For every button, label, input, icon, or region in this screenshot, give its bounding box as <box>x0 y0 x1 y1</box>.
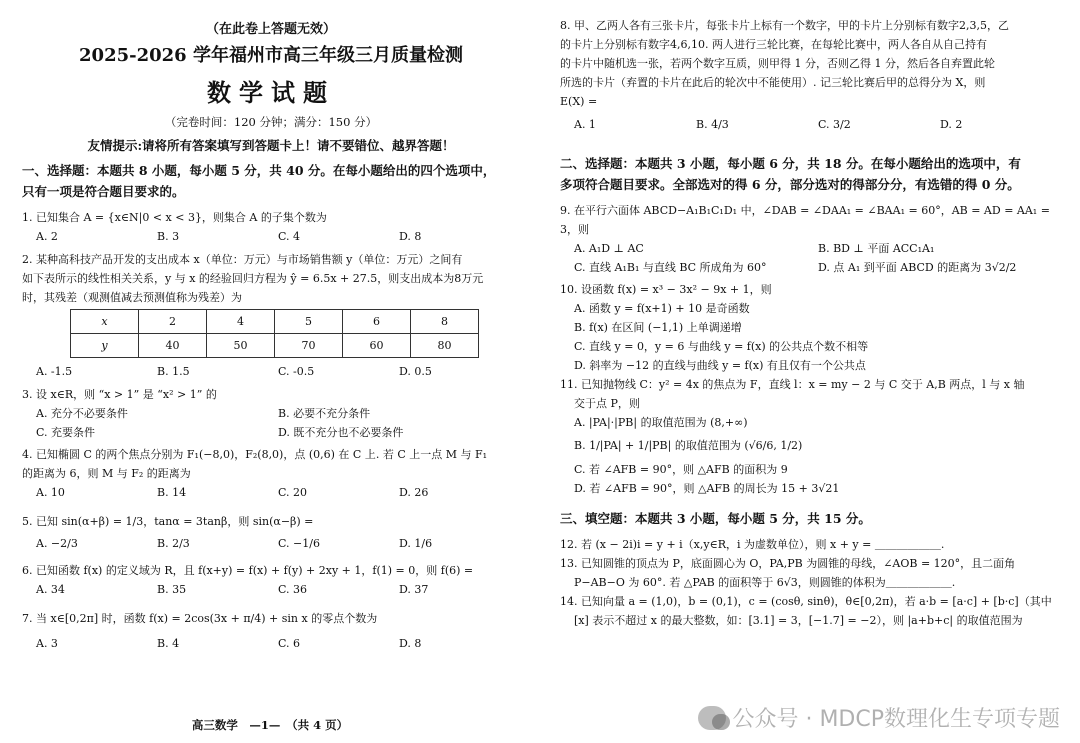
data-table <box>70 309 479 358</box>
subject-title: 数学试题 <box>207 78 335 107</box>
page-right <box>540 0 1080 743</box>
section3-title: 三、填空题：本题共 3 小题，每小题 5 分，共 15 分。 <box>560 511 871 526</box>
question-4-options: A. 10 B. 14 C. 20 D. 26 <box>36 486 429 499</box>
watermark: 公众号 · MDCP数理化生专项专题 <box>698 702 1060 733</box>
wechat-icon <box>698 706 726 730</box>
question-1-options: A. 2 B. 3 C. 4 D. 8 <box>36 230 422 243</box>
question-2: 2. 某种高科技产品开发的支出成本 x（单位：万元）与市场销售额 y（单位：万元）之间有 如下表所示的线性相关关系，y 与 x 的经验回归方程为 ŷ = 6.5x + 27.5，则支出成本为8万元 时，其残差（观测值减去预测值称为残差）为 <box>22 253 484 304</box>
question-10: 10. 设函数 f(x) = x³ − 3x² − 9x + 1，则 <box>560 283 772 296</box>
page-footer: 高三数学 —1— （共 4 页） <box>191 718 349 732</box>
question-5-options: A. −2/3 B. 2/3 C. −1/6 D. 1/6 <box>36 537 433 550</box>
question-4: 4. 已知椭圆 C 的两个焦点分别为 F₁(−8,0)，F₂(8,0)，点 (0,6) 在 C 上. 若 C 上一点 M 与 F₁ 的距离为 6，则 M 与 F₂ 的距离为 <box>22 448 488 480</box>
time-info: （完卷时间：120 分钟；满分：150 分） <box>164 115 378 129</box>
question-13: 13. 已知圆锥的顶点为 P，底面圆心为 O，PA,PB 为圆锥的母线，∠AOB = 120°，且二面角 <box>560 557 1016 570</box>
exam-name: 2025-2026 学年福州市高三年级三月质量检测 <box>79 45 463 66</box>
question-2-options: A. -1.5 B. 1.5 C. -0.5 D. 0.5 <box>36 365 432 378</box>
table-row: y 40 50 70 60 80 <box>71 334 479 358</box>
question-7-options: A. 3 B. 4 C. 6 D. 8 <box>36 637 422 650</box>
question-11: 11. 已知抛物线 C：y² = 4x 的焦点为 F，直线 l：x = my − 2 与 C 交于 A,B 两点，l 与 x 轴 交于点 P，则 <box>560 378 1025 410</box>
notice: （在此卷上答题无效） <box>205 22 336 37</box>
question-9: 9. 在平行六面体 ABCD−A₁B₁C₁D₁ 中，∠DAB = ∠DAA₁ = ∠BAA₁ = 60°，AB = AD = AA₁ = 3，则 <box>560 204 1050 236</box>
question-14: 14. 已知向量 a = (1,0)，b = (0,1)，c = (cosθ, sinθ)，θ∈[0,2π)，若 a·b = [a·c] + [b·c]（其中 <box>560 595 1052 608</box>
section2-title: 二、选择题：本题共 3 小题，每小题 6 分，共 18 分。在每小题给出的选项中，有 多项符合题目要求。全部选对的得 6 分，部分选对的得部分分，有选错的得 0 分。 <box>560 156 1021 192</box>
question-1: 1. 已知集合 A = {x∈N|0 < x < 3}，则集合 A 的子集个数为 <box>22 211 327 224</box>
friendly-tip: 友情提示:请将所有答案填写到答题卡上！请不要错位、越界答题！ <box>87 138 455 153</box>
question-8-options: A. 1 B. 4/3 C. 3/2 D. 2 <box>574 118 963 131</box>
question-3: 3. 设 x∈R，则 “x > 1” 是 “x² > 1” 的 <box>22 388 217 401</box>
question-9-options: A. A₁D ⊥ AC B. BD ⊥ 平面 ACC₁A₁ C. 直线 A₁B₁ 与直线 BC 所成角为 60° D. 点 A₁ 到平面 ABCD 的距离为 3√2/2 <box>574 242 1017 274</box>
question-6-options: A. 34 B. 35 C. 36 D. 37 <box>36 583 429 596</box>
question-7: 7. 当 x∈[0,2π] 时，函数 f(x) = 2cos(3x + π/4) + sin x 的零点个数为 <box>22 612 378 625</box>
question-13-cont: P−AB−O 为 60°. 若 △PAB 的面积等于 6√3，则圆锥的体积为＿＿＿＿＿＿. <box>574 576 956 589</box>
question-14-cont: [x] 表示不超过 x 的最大整数，如：[3.1] = 3，[−1.7] = −2），则 |a+b+c| 的取值范围为 <box>574 614 1023 627</box>
question-6: 6. 已知函数 f(x) 的定义域为 R，且 f(x+y) = f(x) + f(y) + 2xy + 1，f(1) = 0，则 f(6) = <box>22 564 474 577</box>
question-8: 8. 甲、乙两人各有三张卡片，每张卡片上标有一个数字，甲的卡片上分别标有数字2,3,5，乙 的卡片上分别标有数字4,6,10. 两人进行三轮比赛，在每轮比赛中，两人各自从自己持有 的卡片中随机选一张，若两个数字互质，则甲得 1 分，否则乙得 1 分，然后各自弃置此轮 所选的卡片（弃置的卡片在此后的轮次中不能使用）. 记三轮比赛后甲的总得分为 X，则 E(X) = <box>560 19 1009 108</box>
section1-title: 一、选择题：本题共 8 小题，每小题 5 分，共 40 分。在每小题给出的四个选项中， 只有一项是符合题目要求的。 <box>22 163 496 199</box>
fill-questions <box>560 535 1062 630</box>
question-3-options: A. 充分不必要条件 B. 必要不充分条件 C. 充要条件 D. 既不充分也不必要条件 <box>36 407 404 439</box>
question-11-options: A. |PA|·|PB| 的取值范围为 (8,+∞) B. 1/|PA| + 1/|PB| 的取值范围为 (√6/6, 1/2) C. 若 ∠AFB = 90°，则 △AFB 的面积为 9 D. 若 ∠AFB = 90°，则 △AFB 的周长为 15 + 3√21 <box>574 416 840 495</box>
question-5: 5. 已知 sin(α+β) = 1/3，tanα = 3tanβ，则 sin(α−β) = <box>22 515 314 528</box>
question-10-options: A. 函数 y = f(x+1) + 10 是奇函数 B. f(x) 在区间 (−1,1) 上单调递增 C. 直线 y = 0，y = 6 与曲线 y = f(x) 的公共点个数不相等 D. 斜率为 −12 的直线与曲线 y = f(x) 有且仅有一个公共点 <box>574 302 869 372</box>
table-row: x 2 4 5 6 8 <box>71 310 479 334</box>
question-12: 12. 若 (x − 2i)i = y + i（x,y∈R，i 为虚数单位），则 x + y = ＿＿＿＿＿＿. <box>560 538 945 551</box>
